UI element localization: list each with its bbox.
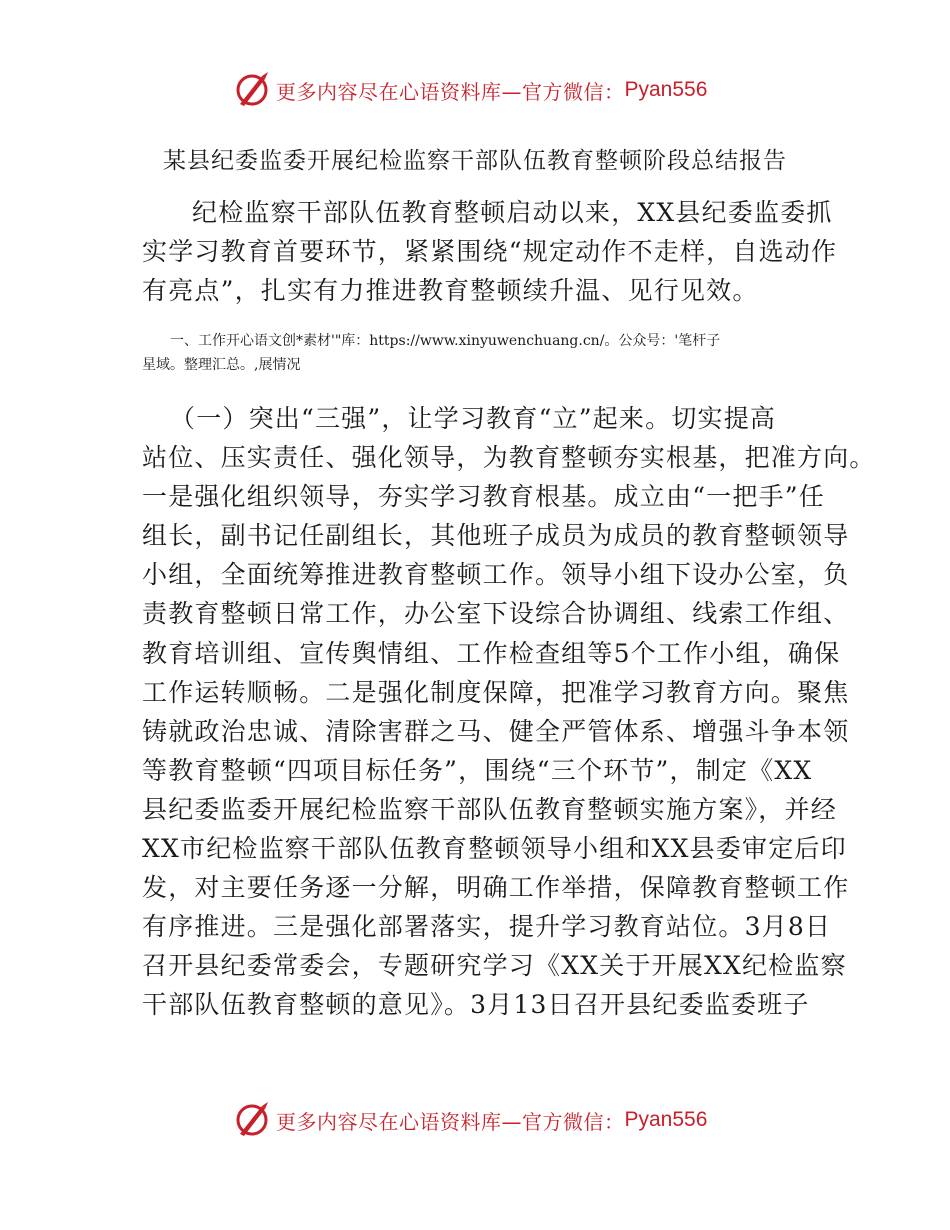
text-line: 小组，全面统筹推进教育整顿工作。领导小组下设办公室，负 (142, 560, 850, 590)
document-title: 某县纪委监委开展纪检监察干部队伍教育整顿阶段总结报告 (163, 148, 787, 174)
quill-logo-icon (232, 1100, 272, 1140)
text-line: 星域。整理汇总。,展情况 (142, 357, 301, 373)
text-line: 纪检监察干部队伍教育整顿启动以来，XX县纪委监委抓 (192, 198, 833, 227)
watermark-text: 更多内容尽在心语资料库—官方微信： (276, 1109, 625, 1134)
text-line: 干部队伍教育整顿的意见》。3月13日召开县纪委监委班子 (142, 990, 810, 1020)
source-notice (142, 329, 822, 377)
text-line: 有亮点”，扎实有力推进教育整顿续升温、见行见效。 (142, 276, 759, 306)
text-line: 实学习教育首要环节，紧紧围绕“规定动作不走样，自选动作 (142, 237, 838, 267)
text-line: 教育培训组、宣传舆情组、工作检查组等5个工作小组，确保 (142, 638, 841, 668)
watermark-wechat-id: Pyan556 (624, 78, 708, 101)
header-watermark (232, 70, 707, 110)
text-line: （一）突出“三强”，让学习教育“立”起来。切实提高 (170, 404, 777, 433)
quill-logo-icon (232, 70, 272, 110)
text-line: XX市纪检监察干部队伍教育整顿领导小组和XX县委审定后印 (142, 834, 847, 864)
text-line: 一是强化组织领导，夯实学习教育根基。成立由“一把手”任 (142, 482, 825, 512)
text-line: 责教育整顿日常工作，办公室下设综合协调组、线索工作组、 (142, 599, 850, 629)
text-line: 铸就政治忠诚、清除害群之马、健全严管体系、增强斗争本领 (142, 716, 850, 746)
section-one-paragraph (142, 399, 876, 1025)
intro-paragraph (142, 193, 838, 310)
text-line: 一、工作开心语文创*素材'"库：https://www.xinyuwenchuang.cn/。公众号：'笔杆子 (170, 333, 721, 349)
watermark-wechat-id: Pyan556 (624, 1108, 708, 1131)
text-line: 县纪委监委开展纪检监察干部队伍教育整顿实施方案》，并经 (142, 794, 837, 824)
text-line: 站位、压实责任、强化领导，为教育整顿夯实根基，把准方向。 (142, 443, 876, 473)
text-line: 组长，副书记任副组长，其他班子成员为成员的教育整顿领导 (142, 521, 850, 551)
text-line: 工作运转顺畅。二是强化制度保障，把准学习教育方向。聚焦 (142, 677, 850, 707)
text-line: 发，对主要任务逐一分解，明确工作举措，保障教育整顿工作 (142, 873, 850, 903)
text-line: 有序推进。三是强化部署落实，提升学习教育站位。3月8日 (142, 912, 832, 942)
footer-watermark (232, 1100, 707, 1140)
text-line: 召开县纪委常委会，专题研究学习《XX关于开展XX纪检监察 (142, 951, 847, 981)
text-line: 等教育整顿“四项目标任务”，围绕“三个环节”，制定《XX (142, 755, 813, 785)
watermark-text: 更多内容尽在心语资料库—官方微信： (276, 79, 625, 104)
